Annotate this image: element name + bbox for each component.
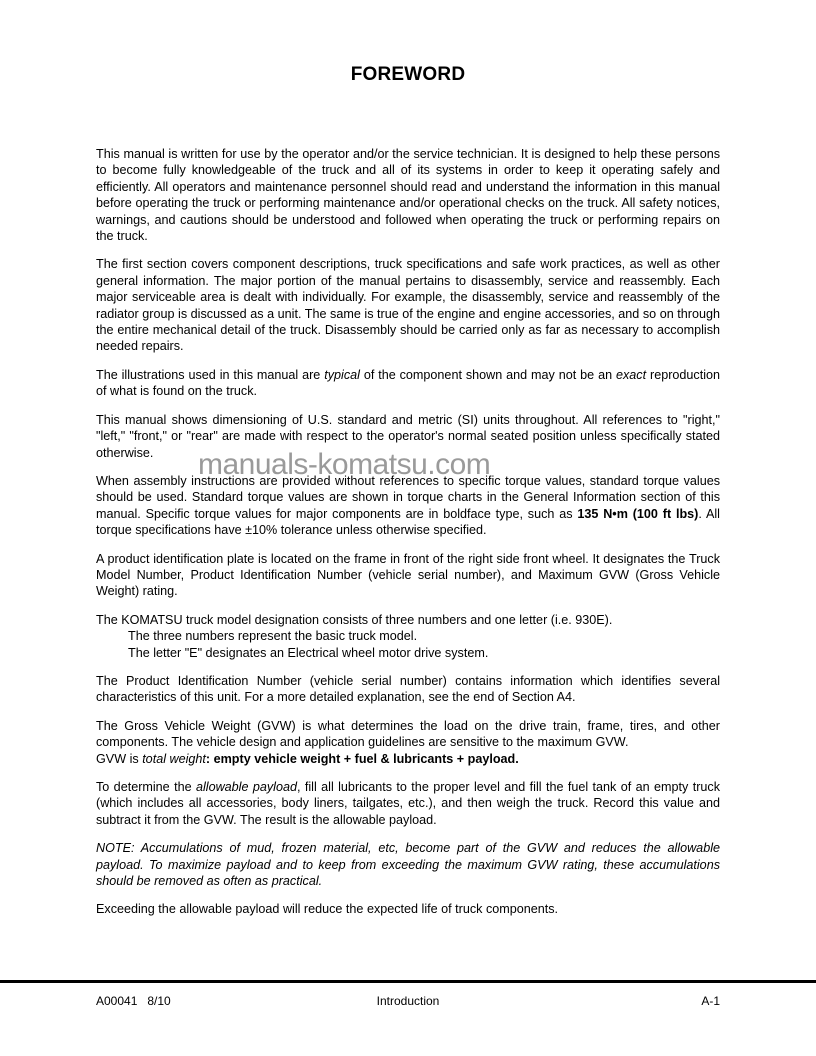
illustrations-emphasis-exact: exact	[615, 367, 647, 382]
illustrations-text-a: The illustrations used in this manual are	[96, 367, 325, 382]
paragraph-illustrations	[96, 367, 720, 400]
paragraph-first-section: The first section covers component descriptions, truck specifications and safe work practices, as well as other general information. The major portion of the manual pertains to disassembly, service and reassembly. Each major serviceable area is dealt with individually. For example, the disassembly, service and reassembly of the radiator group is discussed as a unit. The same is true of the engine and engine accessories, and so on through the entire mechanical detail of the truck. Disassembly should be carried only as far as necessary to accomplish needed repairs.	[96, 257, 720, 354]
footer-divider	[0, 980, 816, 983]
payload-emphasis-allowable-payload: allowable payload	[195, 780, 297, 794]
footer-section-name: Introduction	[376, 994, 440, 1008]
paragraph-gvw-definition	[96, 751, 720, 767]
paragraph-torque-values	[96, 473, 720, 539]
gvw-emphasis-total-weight: total weight	[142, 751, 206, 766]
illustrations-text-c: reproduction of what is found on the truck.	[96, 367, 721, 399]
illustrations-emphasis-typical: typical	[324, 367, 360, 382]
document-body	[96, 146, 720, 930]
page-title: FOREWORD	[350, 64, 466, 85]
torque-text-b: . All torque specifications have ±10% tolerance unless otherwise specified.	[96, 506, 720, 538]
paragraph-note-accumulations: NOTE: Accumulations of mud, frozen material, etc, become part of the GVW and reduces the allowable payload. To maximize payload and to keep from exceeding the maximum GVW rating, these accumulations should be removed as often as practical.	[96, 841, 720, 889]
footer-page-number: A-1	[701, 994, 720, 1008]
footer-document-code: A00041 8/10	[96, 994, 171, 1008]
gvw-formula-bold: : empty vehicle weight + fuel & lubricants + payload.	[205, 751, 519, 766]
model-designation-sub-letter: The letter "E" designates an Electrical wheel motor drive system.	[128, 645, 489, 660]
paragraph-product-id-number: The Product Identification Number (vehicle serial number) contains information which identifies several characteristics of this unit. For a more detailed explanation, see the end of Section A4.	[96, 673, 720, 705]
model-designation-sub-numbers: The three numbers represent the basic truck model.	[128, 629, 418, 644]
payload-text-b: , fill all lubricants to the proper level and fill the fuel tank of an empty truck (which includes all accessories, body liners, tailgates, etc.), and then weigh the truck. Record this value and subtract it from the GVW. The result is the allowable payload.	[96, 780, 720, 827]
paragraph-dimensioning-units: This manual shows dimensioning of U.S. standard and metric (SI) units throughout. All references to "right," "left," "front," or "rear" are made with respect to the operator's normal seated position unless specifically stated otherwise.	[96, 412, 720, 460]
page-footer	[0, 994, 816, 1016]
paragraph-allowable-payload	[96, 779, 720, 828]
torque-value-bold: 135 N•m (100 ft lbs)	[577, 506, 699, 521]
watermark-text: manuals-komatsu.com	[198, 448, 491, 481]
paragraph-exceeding-payload: Exceeding the allowable payload will reduce the expected life of truck components.	[96, 902, 559, 917]
paragraph-manual-purpose: This manual is written for use by the operator and/or the service technician. It is designed to help these persons to become fully knowledgeable of the truck and all of its systems in order to keep it operating safely and efficiently. All operators and maintenance personnel should read and understand the information in this manual before operating the truck or performing maintenance and/or operational checks on the truck. All safety notices, warnings, and cautions should be understood and followed when operating the truck or performing repairs on the truck.	[96, 147, 720, 244]
torque-text-a: When assembly instructions are provided without references to specific torque values, standard torque values should be used. Standard torque values are shown in torque charts in the General Information section of this manual. Specific torque values for major components are in boldface type, such as	[96, 473, 720, 521]
paragraph-product-id-plate: A product identification plate is located on the frame in front of the right side front wheel. It designates the Truck Model Number, Product Identification Number (vehicle serial number), and Maximum GVW (Gross Vehicle Weight) rating.	[96, 551, 720, 599]
paragraph-model-designation: The KOMATSU truck model designation consists of three numbers and one letter (i.e. 930E).	[96, 612, 613, 627]
illustrations-text-b: of the component shown and may not be an	[359, 367, 616, 382]
paragraph-gross-vehicle-weight: The Gross Vehicle Weight (GVW) is what determines the load on the drive train, frame, tires, and other components. The vehicle design and application guidelines are sensitive to the maximum GVW.	[96, 718, 720, 750]
payload-text-a: To determine the	[96, 780, 196, 794]
gvw-text-a: GVW is	[96, 751, 143, 766]
